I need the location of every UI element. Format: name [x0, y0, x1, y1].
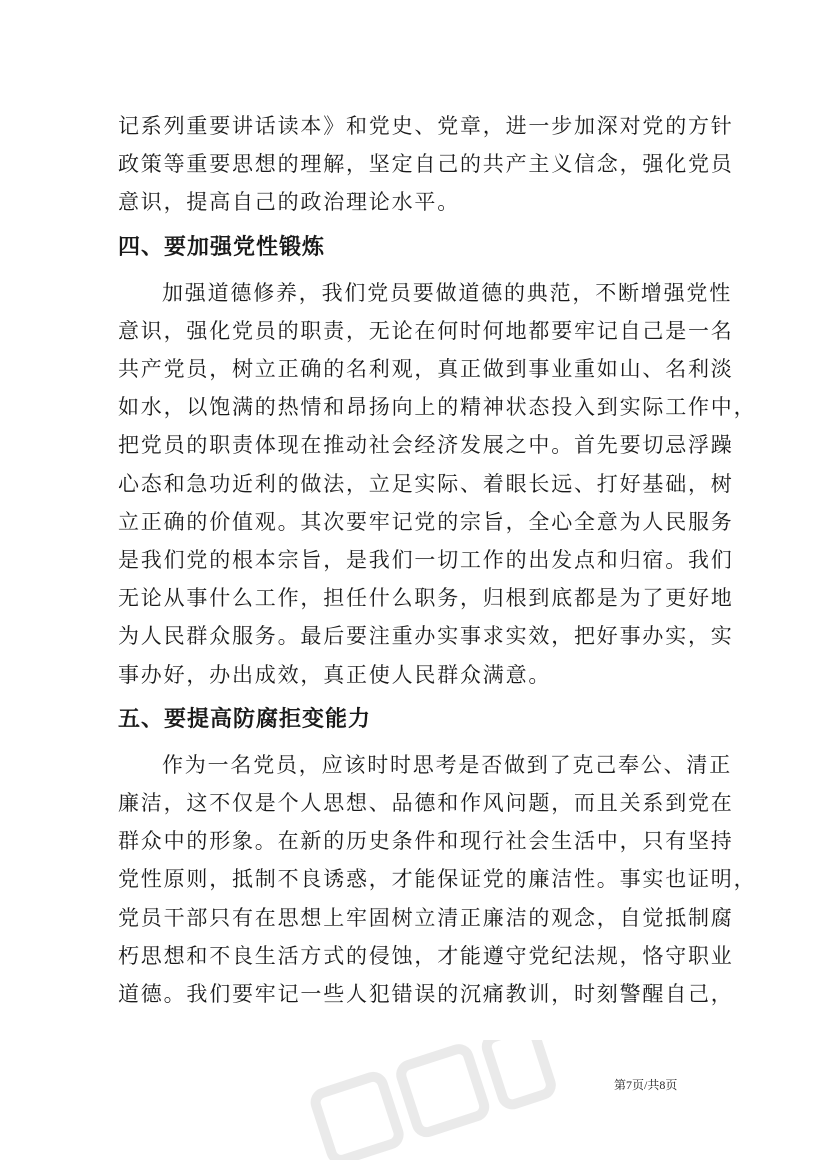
text-line: 事办好，办出成效，真正使人民群众满意。: [118, 662, 552, 687]
section-heading-5: 五、要提高防腐拒变能力: [118, 706, 372, 732]
text-line: 党性原则，抵制不良诱惑，才能保证党的廉洁性。事实也证明，: [118, 867, 757, 892]
text-line: 意识，强化党员的职责，无论在何时何地都要牢记自己是一名: [118, 318, 734, 343]
text-line: 为人民群众服务。最后要注重办实事求实效，把好事办实，实: [118, 624, 734, 649]
section-heading-4: 四、要加强党性锻炼: [118, 234, 326, 260]
page-number: 第7页/共8页: [614, 1078, 678, 1092]
text-line: 廉洁，这不仅是个人思想、品德和作风问题，而且关系到党在: [118, 791, 734, 816]
intro-paragraph: [118, 107, 734, 222]
text-line: 是我们党的根本宗旨，是我们一切工作的出发点和归宿。我们: [118, 548, 734, 573]
text-line: 如水，以饱满的热情和昂扬向上的精神状态投入到实际工作中，: [118, 395, 757, 420]
text-line: 加强道德修养，我们党员要做道德的典范，不断增强党性: [162, 280, 732, 305]
text-line: 群众中的形象。在新的历史条件和现行社会生活中，只有坚持: [118, 829, 734, 854]
watermark-logo: [300, 1040, 560, 1160]
text-line: 作为一名党员，应该时时思考是否做到了克己奉公、清正: [162, 752, 732, 777]
text-line: 立正确的价值观。其次要牢记党的宗旨，全心全意为人民服务: [118, 509, 734, 534]
section4-paragraph: [118, 274, 757, 694]
text-line: 政策等重要思想的理解，坚定自己的共产主义信念，强化党员: [118, 152, 734, 177]
text-line: 党员干部只有在思想上牢固树立清正廉洁的观念，自觉抵制腐: [118, 905, 734, 930]
text-line: 无论从事什么工作，担任什么职务，归根到底都是为了更好地: [118, 586, 734, 611]
text-line: 心态和急功近利的做法，立足实际、着眼长远、打好基础，树: [118, 471, 734, 496]
text-line: 道德。我们要牢记一些人犯错误的沉痛教训，时刻警醒自己，: [118, 982, 734, 1007]
document-body: [118, 107, 757, 1013]
section5-paragraph: [118, 746, 757, 1013]
text-line: 意识，提高自己的政治理论水平。: [118, 190, 460, 215]
text-line: 记系列重要讲话读本》和党史、党章，进一步加深对党的方针: [118, 114, 734, 138]
text-line: 把党员的职责体现在推动社会经济发展之中。首先要切忌浮躁: [118, 433, 734, 458]
text-line: 朽思想和不良生活方式的侵蚀，才能遵守党纪法规，恪守职业: [118, 943, 734, 968]
text-line: 共产党员，树立正确的名利观，真正做到事业重如山、名利淡: [118, 357, 734, 382]
